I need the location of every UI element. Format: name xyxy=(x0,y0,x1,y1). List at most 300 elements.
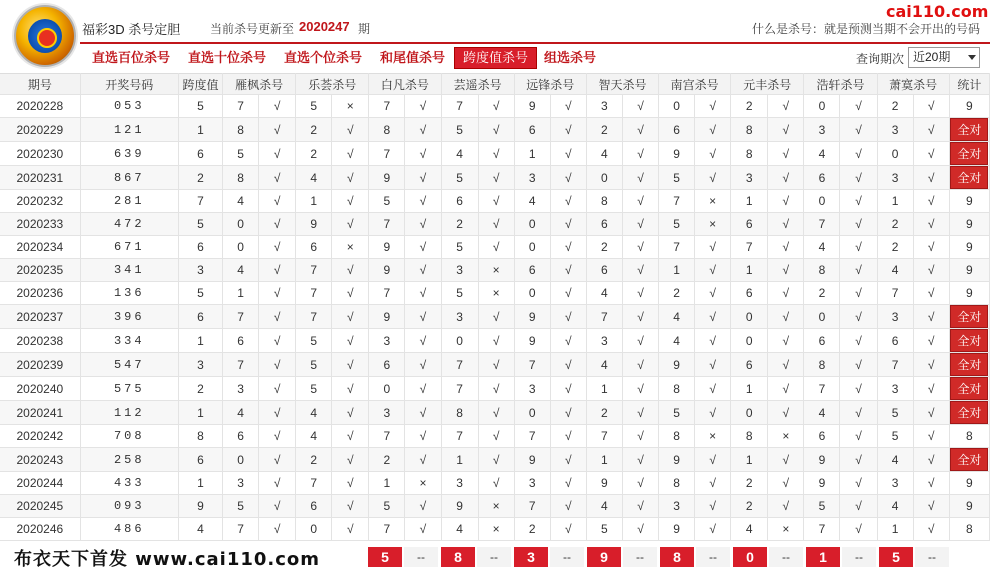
check-mark-icon: √ xyxy=(768,329,804,353)
kill-number-cell: 3 xyxy=(514,377,550,401)
kill-number-cell: 3 xyxy=(877,472,913,495)
check-mark-icon: √ xyxy=(332,305,369,329)
check-mark-icon: √ xyxy=(913,259,949,282)
kill-number-cell: 3 xyxy=(514,472,550,495)
check-mark-icon: √ xyxy=(550,118,586,142)
prediction-pending: -- xyxy=(842,547,876,567)
check-mark-icon: √ xyxy=(550,472,586,495)
table-row xyxy=(0,401,990,425)
draw-number-cell: 472 xyxy=(80,213,178,236)
kill-number-cell: 7 xyxy=(369,282,405,305)
kill-number-cell: 6 xyxy=(223,329,259,353)
check-mark-icon: √ xyxy=(550,95,586,118)
kill-number-cell: 3 xyxy=(369,401,405,425)
kill-number-cell: 4 xyxy=(659,329,695,353)
span-value-cell: 5 xyxy=(178,213,222,236)
column-header: 南宫杀号 xyxy=(659,74,731,95)
kill-number-cell: 2 xyxy=(296,142,332,166)
kill-number-cell: 1 xyxy=(877,190,913,213)
cross-mark-icon: × xyxy=(478,495,514,518)
kill-number-cell: 1 xyxy=(731,448,768,472)
nav-sum-tail-kill[interactable]: 和尾值杀号 xyxy=(380,50,446,65)
check-mark-icon: √ xyxy=(840,353,877,377)
kill-number-cell: 5 xyxy=(296,377,332,401)
check-mark-icon: √ xyxy=(550,353,586,377)
table-row xyxy=(0,95,990,118)
kill-definition-note: 什么是杀号：就是预测当期不会开出的号码 xyxy=(752,22,981,36)
check-mark-icon: √ xyxy=(478,190,514,213)
stat-cell: 8 xyxy=(949,425,989,448)
kill-number-cell: 7 xyxy=(296,472,332,495)
issue-cell: 2020237 xyxy=(0,305,80,329)
check-mark-icon: √ xyxy=(622,425,658,448)
draw-number-cell: 708 xyxy=(80,425,178,448)
prediction-pending: -- xyxy=(769,547,803,567)
check-mark-icon: √ xyxy=(913,166,949,190)
check-mark-icon: √ xyxy=(332,472,369,495)
kill-number-cell: 3 xyxy=(514,166,550,190)
kill-number-cell: 7 xyxy=(514,353,550,377)
kill-number-cell: 2 xyxy=(586,401,622,425)
kill-number-cell: 9 xyxy=(296,213,332,236)
issue-cell: 2020239 xyxy=(0,353,80,377)
kill-number-cell: 3 xyxy=(586,329,622,353)
kill-number-cell: 4 xyxy=(296,166,332,190)
check-mark-icon: √ xyxy=(478,353,514,377)
span-value-cell: 6 xyxy=(178,448,222,472)
all-correct-button[interactable]: 全对 xyxy=(950,329,988,352)
stat-cell xyxy=(949,142,989,166)
kill-number-cell: 4 xyxy=(223,259,259,282)
all-correct-button[interactable]: 全对 xyxy=(950,377,988,400)
check-mark-icon: √ xyxy=(840,401,877,425)
check-mark-icon: √ xyxy=(840,95,877,118)
kill-number-cell: 0 xyxy=(731,329,768,353)
column-header: 浩轩杀号 xyxy=(804,74,877,95)
kill-number-cell: 2 xyxy=(441,213,478,236)
kill-number-cell: 5 xyxy=(659,166,695,190)
kill-number-cell: 1 xyxy=(441,448,478,472)
kill-number-cell: 2 xyxy=(877,236,913,259)
stat-cell xyxy=(949,353,989,377)
issue-cell: 2020228 xyxy=(0,95,80,118)
stat-cell: 8 xyxy=(949,518,989,541)
kill-number-cell: 2 xyxy=(369,448,405,472)
period-select[interactable] xyxy=(908,47,980,68)
kill-number-cell: 9 xyxy=(659,353,695,377)
kill-number-cell: 4 xyxy=(877,448,913,472)
check-mark-icon: √ xyxy=(622,95,658,118)
kill-number-cell: 4 xyxy=(296,401,332,425)
check-mark-icon: √ xyxy=(478,236,514,259)
span-value-cell: 8 xyxy=(178,425,222,448)
kill-number-cell: 6 xyxy=(804,425,840,448)
check-mark-icon: √ xyxy=(332,425,369,448)
kill-number-cell: 4 xyxy=(296,425,332,448)
kill-number-cell: 9 xyxy=(586,472,622,495)
draw-number-cell: 396 xyxy=(80,305,178,329)
issue-cell: 2020238 xyxy=(0,329,80,353)
kill-number-cell: 5 xyxy=(877,425,913,448)
kill-number-cell: 4 xyxy=(804,401,840,425)
check-mark-icon: √ xyxy=(840,518,877,541)
check-mark-icon: √ xyxy=(550,213,586,236)
stat-cell: 9 xyxy=(949,282,989,305)
kill-number-cell: 7 xyxy=(369,518,405,541)
table-row xyxy=(0,518,990,541)
kill-number-cell: 5 xyxy=(296,353,332,377)
predicted-kill-number: 1 xyxy=(806,547,840,567)
update-suffix: 期 xyxy=(358,22,371,36)
check-mark-icon: √ xyxy=(695,518,731,541)
draw-number-cell: 334 xyxy=(80,329,178,353)
table-row xyxy=(0,329,990,353)
check-mark-icon: √ xyxy=(405,95,441,118)
check-mark-icon: √ xyxy=(622,305,658,329)
issue-cell: 2020233 xyxy=(0,213,80,236)
check-mark-icon: √ xyxy=(913,353,949,377)
kill-number-cell: 4 xyxy=(586,495,622,518)
kill-number-cell: 8 xyxy=(731,118,768,142)
kill-number-cell: 0 xyxy=(877,142,913,166)
check-mark-icon: √ xyxy=(332,142,369,166)
check-mark-icon: √ xyxy=(332,329,369,353)
kill-number-cell: 5 xyxy=(659,213,695,236)
stat-cell xyxy=(949,329,989,353)
kill-number-cell: 7 xyxy=(514,495,550,518)
nav-group-kill[interactable]: 组选杀号 xyxy=(544,50,597,65)
kill-number-cell: 9 xyxy=(369,259,405,282)
kill-number-cell: 9 xyxy=(514,95,550,118)
check-mark-icon: √ xyxy=(478,166,514,190)
kill-number-cell: 3 xyxy=(441,305,478,329)
kill-number-cell: 6 xyxy=(586,259,622,282)
check-mark-icon: √ xyxy=(259,95,296,118)
check-mark-icon: √ xyxy=(478,448,514,472)
check-mark-icon: √ xyxy=(405,190,441,213)
check-mark-icon: √ xyxy=(622,259,658,282)
kill-number-cell: 6 xyxy=(514,259,550,282)
check-mark-icon: √ xyxy=(550,518,586,541)
predicted-kill-number: 3 xyxy=(514,547,548,567)
all-correct-button[interactable]: 全对 xyxy=(950,166,988,189)
check-mark-icon: √ xyxy=(550,259,586,282)
check-mark-icon: √ xyxy=(405,377,441,401)
check-mark-icon: √ xyxy=(550,190,586,213)
check-mark-icon: √ xyxy=(478,142,514,166)
kill-number-cell: 7 xyxy=(804,213,840,236)
kill-number-cell: 0 xyxy=(586,166,622,190)
prediction-pending: -- xyxy=(915,547,949,567)
check-mark-icon: √ xyxy=(405,118,441,142)
kill-number-cell: 0 xyxy=(731,305,768,329)
kill-number-cell: 1 xyxy=(514,142,550,166)
table-row xyxy=(0,377,990,401)
kill-number-cell: 7 xyxy=(441,425,478,448)
all-correct-button[interactable]: 全对 xyxy=(950,142,988,165)
check-mark-icon: √ xyxy=(622,377,658,401)
check-mark-icon: √ xyxy=(768,259,804,282)
kill-number-cell: 6 xyxy=(514,118,550,142)
kill-number-cell: 6 xyxy=(369,353,405,377)
brand-logo: cai110.com xyxy=(886,2,989,21)
issue-cell: 2020246 xyxy=(0,518,80,541)
kill-number-cell: 9 xyxy=(659,142,695,166)
issue-cell: 2020229 xyxy=(0,118,80,142)
draw-number-cell: 281 xyxy=(80,190,178,213)
kill-number-cell: 0 xyxy=(514,282,550,305)
check-mark-icon: √ xyxy=(913,425,949,448)
check-mark-icon: √ xyxy=(913,213,949,236)
kill-number-cell: 0 xyxy=(514,213,550,236)
check-mark-icon: √ xyxy=(332,495,369,518)
check-mark-icon: √ xyxy=(622,166,658,190)
cross-mark-icon: × xyxy=(695,213,731,236)
check-mark-icon: √ xyxy=(695,353,731,377)
table-row xyxy=(0,448,990,472)
kill-number-cell: 9 xyxy=(369,236,405,259)
draw-number-cell: 121 xyxy=(80,118,178,142)
nav-tens-kill[interactable]: 直选十位杀号 xyxy=(188,50,267,65)
check-mark-icon: √ xyxy=(332,377,369,401)
check-mark-icon: √ xyxy=(550,495,586,518)
check-mark-icon: √ xyxy=(405,213,441,236)
span-value-cell: 7 xyxy=(178,190,222,213)
kill-number-cell: 3 xyxy=(586,95,622,118)
check-mark-icon: √ xyxy=(840,166,877,190)
draw-number-cell: 053 xyxy=(80,95,178,118)
check-mark-icon: √ xyxy=(695,329,731,353)
check-mark-icon: √ xyxy=(622,495,658,518)
check-mark-icon: √ xyxy=(332,118,369,142)
issue-cell: 2020244 xyxy=(0,472,80,495)
column-header: 统计 xyxy=(949,74,989,95)
check-mark-icon: √ xyxy=(405,401,441,425)
check-mark-icon: √ xyxy=(768,377,804,401)
span-value-cell: 1 xyxy=(178,472,222,495)
check-mark-icon: √ xyxy=(478,377,514,401)
check-mark-icon: √ xyxy=(259,353,296,377)
check-mark-icon: √ xyxy=(913,401,949,425)
kill-number-cell: 7 xyxy=(223,95,259,118)
kill-number-cell: 7 xyxy=(296,259,332,282)
check-mark-icon: √ xyxy=(840,495,877,518)
kill-number-cell: 4 xyxy=(877,259,913,282)
kill-number-cell: 7 xyxy=(804,377,840,401)
check-mark-icon: √ xyxy=(259,329,296,353)
check-mark-icon: √ xyxy=(913,448,949,472)
kill-number-cell: 9 xyxy=(659,518,695,541)
kill-number-cell: 1 xyxy=(731,377,768,401)
draw-number-cell: 258 xyxy=(80,448,178,472)
stat-cell xyxy=(949,448,989,472)
check-mark-icon: √ xyxy=(405,353,441,377)
kill-number-cell: 6 xyxy=(586,213,622,236)
stat-cell: 9 xyxy=(949,190,989,213)
kill-number-cell: 0 xyxy=(804,190,840,213)
kill-number-cell: 7 xyxy=(659,236,695,259)
table-body xyxy=(0,95,990,541)
update-issue: 2020247 xyxy=(299,19,350,34)
kill-number-cell: 7 xyxy=(441,95,478,118)
check-mark-icon: √ xyxy=(332,213,369,236)
check-mark-icon: √ xyxy=(550,329,586,353)
check-mark-icon: √ xyxy=(259,377,296,401)
issue-cell: 2020234 xyxy=(0,236,80,259)
kill-number-cell: 5 xyxy=(223,142,259,166)
kill-number-cell: 6 xyxy=(659,118,695,142)
check-mark-icon: √ xyxy=(550,166,586,190)
kill-number-cell: 3 xyxy=(877,305,913,329)
check-mark-icon: √ xyxy=(405,282,441,305)
span-value-cell: 6 xyxy=(178,305,222,329)
kill-number-cell: 8 xyxy=(586,190,622,213)
kill-number-cell: 8 xyxy=(659,425,695,448)
kill-number-cell: 4 xyxy=(586,353,622,377)
check-mark-icon: √ xyxy=(332,448,369,472)
check-mark-icon: √ xyxy=(478,118,514,142)
header xyxy=(0,0,996,44)
lottery-logo-icon xyxy=(14,5,76,67)
check-mark-icon: √ xyxy=(913,142,949,166)
kill-number-cell: 9 xyxy=(804,448,840,472)
kill-number-cell: 0 xyxy=(441,329,478,353)
table-row xyxy=(0,495,990,518)
check-mark-icon: √ xyxy=(622,118,658,142)
cross-mark-icon: × xyxy=(478,282,514,305)
kill-number-cell: 4 xyxy=(223,401,259,425)
check-mark-icon: √ xyxy=(405,329,441,353)
kill-number-cell: 9 xyxy=(369,305,405,329)
kill-number-cell: 6 xyxy=(804,166,840,190)
check-mark-icon: √ xyxy=(840,118,877,142)
draw-number-cell: 341 xyxy=(80,259,178,282)
kill-number-cell: 6 xyxy=(731,213,768,236)
check-mark-icon: √ xyxy=(259,259,296,282)
check-mark-icon: √ xyxy=(259,166,296,190)
kill-number-cell: 5 xyxy=(441,118,478,142)
check-mark-icon: √ xyxy=(622,329,658,353)
kill-number-cell: 5 xyxy=(296,329,332,353)
kill-number-cell: 2 xyxy=(731,472,768,495)
check-mark-icon: √ xyxy=(768,472,804,495)
cross-mark-icon: × xyxy=(695,190,731,213)
kill-number-cell: 3 xyxy=(441,472,478,495)
check-mark-icon: √ xyxy=(405,142,441,166)
check-mark-icon: √ xyxy=(913,236,949,259)
check-mark-icon: √ xyxy=(695,259,731,282)
check-mark-icon: √ xyxy=(622,190,658,213)
query-label: 查询期次 xyxy=(856,52,905,66)
check-mark-icon: √ xyxy=(768,448,804,472)
kill-number-cell: 9 xyxy=(514,329,550,353)
kill-number-cell: 0 xyxy=(223,236,259,259)
check-mark-icon: √ xyxy=(478,425,514,448)
column-header: 跨度值 xyxy=(178,74,222,95)
kill-number-cell: 4 xyxy=(514,190,550,213)
kill-number-cell: 1 xyxy=(731,190,768,213)
kill-number-cell: 3 xyxy=(804,118,840,142)
check-mark-icon: √ xyxy=(259,401,296,425)
check-mark-icon: √ xyxy=(550,236,586,259)
predicted-kill-number: 0 xyxy=(733,547,767,567)
footer-slogan: 布衣天下首发 www.cai110.com xyxy=(14,549,321,569)
check-mark-icon: √ xyxy=(695,495,731,518)
check-mark-icon: √ xyxy=(622,401,658,425)
stat-cell xyxy=(949,118,989,142)
check-mark-icon: √ xyxy=(622,213,658,236)
issue-cell: 2020243 xyxy=(0,448,80,472)
kill-number-cell: 5 xyxy=(369,190,405,213)
column-header: 雁枫杀号 xyxy=(223,74,296,95)
kill-number-cell: 3 xyxy=(223,472,259,495)
check-mark-icon: √ xyxy=(840,259,877,282)
cross-mark-icon: × xyxy=(768,518,804,541)
kill-number-cell: 1 xyxy=(659,259,695,282)
kill-number-cell: 1 xyxy=(296,190,332,213)
issue-cell: 2020235 xyxy=(0,259,80,282)
table-row xyxy=(0,472,990,495)
check-mark-icon: √ xyxy=(622,142,658,166)
kill-number-cell: 5 xyxy=(441,282,478,305)
span-value-cell: 2 xyxy=(178,377,222,401)
table-row xyxy=(0,166,990,190)
all-correct-button[interactable]: 全对 xyxy=(950,401,988,424)
table-row xyxy=(0,305,990,329)
table-header xyxy=(0,74,990,95)
kill-number-cell: 7 xyxy=(369,213,405,236)
kill-number-cell: 1 xyxy=(877,518,913,541)
kill-number-cell: 1 xyxy=(369,472,405,495)
kill-number-cell: 6 xyxy=(731,353,768,377)
check-mark-icon: √ xyxy=(478,472,514,495)
span-value-cell: 6 xyxy=(178,236,222,259)
kill-number-cell: 4 xyxy=(441,142,478,166)
kill-number-cell: 6 xyxy=(296,495,332,518)
draw-number-cell: 112 xyxy=(80,401,178,425)
kill-number-cell: 7 xyxy=(296,282,332,305)
kill-number-cell: 1 xyxy=(223,282,259,305)
check-mark-icon: √ xyxy=(332,518,369,541)
all-correct-button[interactable]: 全对 xyxy=(950,305,988,328)
check-mark-icon: √ xyxy=(913,95,949,118)
check-mark-icon: √ xyxy=(550,448,586,472)
all-correct-button[interactable]: 全对 xyxy=(950,448,988,471)
nav-span-kill[interactable]: 跨度值杀号 xyxy=(454,47,537,69)
kill-number-cell: 4 xyxy=(441,518,478,541)
all-correct-button[interactable]: 全对 xyxy=(950,118,988,141)
check-mark-icon: √ xyxy=(332,259,369,282)
kill-number-cell: 6 xyxy=(441,190,478,213)
kill-table xyxy=(0,73,990,541)
nav-units-kill[interactable]: 直选个位杀号 xyxy=(284,50,363,65)
check-mark-icon: √ xyxy=(768,166,804,190)
kill-number-cell: 0 xyxy=(369,377,405,401)
kill-number-cell: 4 xyxy=(804,142,840,166)
kill-number-cell: 4 xyxy=(731,518,768,541)
column-header: 白凡杀号 xyxy=(369,74,441,95)
check-mark-icon: √ xyxy=(259,495,296,518)
draw-number-cell: 486 xyxy=(80,518,178,541)
nav-hundreds-kill[interactable]: 直选百位杀号 xyxy=(92,50,171,65)
all-correct-button[interactable]: 全对 xyxy=(950,353,988,376)
kill-number-cell: 5 xyxy=(441,236,478,259)
column-header: 元丰杀号 xyxy=(731,74,804,95)
kill-number-cell: 7 xyxy=(296,305,332,329)
kill-number-cell: 0 xyxy=(731,401,768,425)
kill-number-cell: 4 xyxy=(659,305,695,329)
draw-number-cell: 639 xyxy=(80,142,178,166)
